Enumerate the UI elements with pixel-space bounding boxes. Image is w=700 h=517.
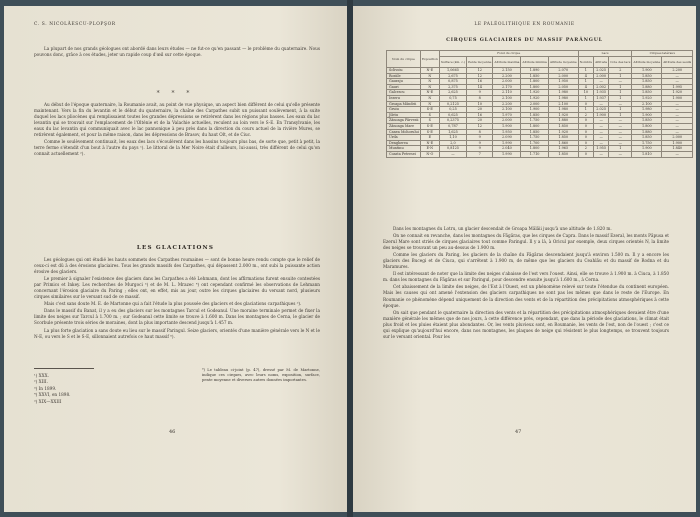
- cirque-name-cell: Sclivoiu: [387, 68, 421, 74]
- table-cell: —: [662, 123, 693, 129]
- table-cell: 1: [609, 112, 632, 118]
- table-cell: —: [609, 123, 632, 129]
- table-cell: 14: [467, 84, 493, 90]
- table-row: [387, 151, 693, 157]
- footnote-table-note: ⁶) Le tableau ci-joint (p. 47), dressé par M. de Martonne, indique ces cirques, avec leurs noms, exposition, surface, pente moyenne et diverses autres données importantes.: [202, 368, 320, 383]
- paragraph: Cet abaissement de la limite des neiges, de l'Est à l'Ouest, est un phénomène relevé sur toute l'étendue du continent européen. Mais les causes qui ont amené l'extension des glaciers carpathiques ne sont pas les mêmes que dans le reste de l'Europe. En Roumanie ce phénomène dépend uniquement de la direction des vents et de la répartition des précipitations atmosphériques à cette époque.: [383, 284, 669, 308]
- table-cell: 7: [467, 151, 493, 157]
- table-cell: 1.800: [521, 146, 548, 152]
- table-cell: 1,10: [439, 135, 466, 141]
- table-cell: 2.000: [594, 73, 609, 79]
- table-cell: 12: [467, 68, 493, 74]
- table-cell: 1.950: [548, 79, 578, 85]
- table-cell: 1.920: [662, 90, 693, 96]
- table-cell: S-E: [420, 129, 439, 135]
- table-cell: 2.000: [493, 118, 521, 124]
- table-cell: 1.810: [632, 151, 662, 157]
- table-cell: —: [594, 118, 609, 124]
- table-cell: —: [662, 129, 693, 135]
- table-cell: 1.900: [632, 146, 662, 152]
- group-header: Cirques latéraux: [632, 51, 693, 57]
- table-cell: 1.800: [521, 123, 548, 129]
- cirque-name-cell: Dengherea: [387, 140, 421, 146]
- table-cell: —: [594, 123, 609, 129]
- table-cell: 1.880: [548, 118, 578, 124]
- table-cell: 1,625: [439, 129, 466, 135]
- table-cell: 16: [467, 112, 493, 118]
- table-cell: 1.970: [493, 112, 521, 118]
- table-cell: 1.990: [493, 151, 521, 157]
- table-cell: —: [594, 151, 609, 157]
- table-cell: 1.900: [493, 123, 521, 129]
- table-cell: 2,0: [439, 140, 466, 146]
- table-cell: 2.150: [493, 68, 521, 74]
- table-cell: 2: [609, 68, 632, 74]
- table-cell: 2.100: [548, 101, 578, 107]
- table-cell: 1: [578, 79, 593, 85]
- table-cell: 2.002: [594, 84, 609, 90]
- footnote: ¹) XXX.: [34, 373, 49, 378]
- table-cell: —: [662, 73, 693, 79]
- running-head: LE PALÉOLITHIQUE EN ROUMANIE: [474, 22, 575, 27]
- section-ornament: * * *: [156, 90, 195, 97]
- footnotes-left: [34, 373, 129, 405]
- table-cell: 1.850: [632, 135, 662, 141]
- paragraph: Dans les montagnes du Lotru, un glacier descendait de Groapa Mălăii jusqu'à une altitude de 1.820 m.: [393, 226, 612, 231]
- cirque-name-cell: Gauraju: [387, 79, 421, 85]
- table-cell: 1: [609, 146, 632, 152]
- table-cell: S-E: [420, 107, 439, 113]
- column-header: Altitude des seuils: [662, 57, 693, 68]
- table-cell: 2.040: [493, 146, 521, 152]
- table-cell: 1.980: [548, 107, 578, 113]
- column-header: Nombre: [578, 57, 593, 68]
- table-cell: —: [662, 101, 693, 107]
- table-cell: 1.980: [548, 95, 578, 101]
- section-title: LES GLACIATIONS: [136, 245, 215, 251]
- table-cell: 2.100: [493, 107, 521, 113]
- table-cell: 0: [578, 123, 593, 129]
- table-cell: —: [609, 101, 632, 107]
- table-cell: N-E: [420, 140, 439, 146]
- table-cell: 1.850: [632, 73, 662, 79]
- table-cell: 12: [467, 73, 493, 79]
- table-cell: 1,0665: [439, 68, 466, 74]
- table-cell: 1.990: [493, 140, 521, 146]
- table-cell: 2.100: [493, 95, 521, 101]
- paragraph: Comme les glaciers du Paring, les glaciers de la chaîne du Făgăras descendaient jusqu'à environ 1.500 m. Il y a encore les glaciers des Bucegi et de Ciuca, qui s'arrêtent à 1.900 m, de même que les glaciers du Ceahlău et du massif de Rodna et du Maramures.: [383, 252, 669, 270]
- cirque-name-cell: Urda: [387, 135, 421, 141]
- table-cell: 0: [578, 151, 593, 157]
- table-cell: 2.200: [493, 73, 521, 79]
- table-cell: N: [420, 101, 439, 107]
- table-cell: 1.920: [632, 95, 662, 101]
- table-cell: 1.840: [662, 146, 693, 152]
- table-cell: 9: [467, 146, 493, 152]
- footnote: ⁴) XXVI, en 1898.: [34, 392, 71, 398]
- table-cell: 0,2375: [439, 118, 466, 124]
- table-cell: 16: [467, 79, 493, 85]
- table-cell: 1.950: [493, 129, 521, 135]
- cirque-name-cell: Zănoaga Pârvesii: [387, 118, 421, 124]
- table-cell: —: [609, 129, 632, 135]
- column-header: Altitude maxima: [493, 57, 521, 68]
- table-cell: 1.935: [594, 90, 609, 96]
- table-cell: 1.900: [662, 140, 693, 146]
- table-cell: 20: [467, 118, 493, 124]
- footnote: ⁵) XIX—XXIII: [34, 398, 62, 404]
- table-cell: —: [594, 140, 609, 146]
- paragraph: Mais c'est sans doute M. E. de Martonne qui a fait l'étude la plus poussée des glaciers et des glaciations carpathiques ⁵).: [44, 301, 302, 307]
- body-text-1: [34, 102, 320, 158]
- table-cell: —: [439, 151, 466, 157]
- table-cell: 2.025: [594, 68, 609, 74]
- table-cell: 0: [578, 140, 593, 146]
- table-cell: 1.920: [521, 90, 548, 96]
- table-cell: 9: [467, 135, 493, 141]
- table-cell: 4: [578, 84, 593, 90]
- table-cell: 0: [578, 135, 593, 141]
- table-cell: —: [594, 129, 609, 135]
- table-cell: 2.200: [662, 68, 693, 74]
- table-cell: 1.850: [521, 112, 548, 118]
- footnote-rule: [34, 368, 94, 369]
- table-body: [387, 68, 693, 158]
- paragraph: Les géologues qui ont étudié les hauts sommets des Carpathes roumaines — sont de bonne heure rendu compte que le relief de ceux-ci est dû à des érosions glaciaires. Tous les grands massifs des Carpathes, qui dépassent 2.000 m., ont subi la puissante action érosive des glaciers.: [34, 257, 320, 275]
- table-cell: —: [609, 79, 632, 85]
- table-cell: S: [420, 118, 439, 124]
- table-cell: 1.850: [632, 79, 662, 85]
- table-cell: 2.050: [548, 84, 578, 90]
- table-cell: 1.850: [548, 151, 578, 157]
- table-cell: 1.900: [662, 95, 693, 101]
- table-cell: E: [420, 135, 439, 141]
- paragraph: La plus forte glaciation a sans doute eu lieu sur le massif Paringul. Seize glaciers, orientés d'une manière générale vers le N et le N-E, ou vers le S et le S-E, sillonnaient autrefois ce haut massif ⁶).: [34, 327, 320, 339]
- cirque-name-cell: Zănoaga Mare: [387, 123, 421, 129]
- table-cell: 1.900: [594, 112, 609, 118]
- table-cell: 2.025: [594, 107, 609, 113]
- running-head: C. S. NICOLĂESCU-PLOPŞOR: [34, 22, 116, 27]
- table-cell: 2.070: [548, 68, 578, 74]
- table-cell: N: [420, 79, 439, 85]
- table-cell: 8: [467, 95, 493, 101]
- table-cell: 1.995: [662, 84, 693, 90]
- table-cell: 1.850: [632, 90, 662, 96]
- table-cell: —: [662, 118, 693, 124]
- table-cell: 9: [467, 90, 493, 96]
- cirque-name-cell: Galcescu: [387, 90, 421, 96]
- table-cell: E-N: [420, 146, 439, 152]
- table-cell: 2: [578, 112, 593, 118]
- cirque-name-cell: Jiletu: [387, 112, 421, 118]
- table-cell: 20: [467, 107, 493, 113]
- footnote: ²) XIII.: [34, 379, 48, 385]
- body-text: [383, 226, 669, 341]
- table-cell: 1.880: [632, 129, 662, 135]
- table-cell: N: [420, 95, 439, 101]
- table-cell: 2.000: [493, 79, 521, 85]
- table-cell: —: [662, 107, 693, 113]
- table-cell: 1.700: [521, 140, 548, 146]
- table-cell: N-E: [420, 90, 439, 96]
- cirque-name-cell: Coasta Petresei: [387, 151, 421, 157]
- table-cell: 1.920: [521, 95, 548, 101]
- table-cell: 0: [578, 118, 593, 124]
- table-cell: 2,375: [439, 84, 466, 90]
- table-cell: 2.090: [493, 135, 521, 141]
- column-header: Altitude moyenne: [632, 57, 662, 68]
- table-cell: 1.980: [632, 107, 662, 113]
- table-cell: —: [609, 151, 632, 157]
- table-cell: 1: [609, 73, 632, 79]
- left-page: [4, 6, 347, 512]
- table-cell: 1.920: [548, 112, 578, 118]
- table-cell: 0,8125: [439, 146, 466, 152]
- table-cell: 1.965: [548, 146, 578, 152]
- cirque-name-cell: Groapa Mândrii: [387, 101, 421, 107]
- table-cell: 1.900: [521, 107, 548, 113]
- table-cell: 1.900: [632, 112, 662, 118]
- table-cell: 1.937: [594, 95, 609, 101]
- group-header: Lacs: [578, 51, 632, 57]
- table-cell: 0: [578, 101, 593, 107]
- page-number: 46: [169, 429, 176, 435]
- table-cell: 1.710: [521, 151, 548, 157]
- page-number: 47: [515, 429, 522, 435]
- table-cell: N: [420, 84, 439, 90]
- table-cell: 2.170: [493, 84, 521, 90]
- column-header: Altitude moyenne: [548, 57, 578, 68]
- table-cell: —: [662, 112, 693, 118]
- table-cell: 1.955: [594, 146, 609, 152]
- table-cell: 0,25: [439, 107, 466, 113]
- table-cell: 1.850: [632, 118, 662, 124]
- table-cell: 1.750: [521, 135, 548, 141]
- table-cell: 1.880: [632, 84, 662, 90]
- table-cell: 1: [578, 68, 593, 74]
- column-header: Surface (km. c.): [439, 57, 466, 68]
- table-cell: 0: [578, 129, 593, 135]
- table-cell: 1.750: [632, 140, 662, 146]
- cirque-name-cell: Iezeru: [387, 95, 421, 101]
- table-cell: 2.000: [662, 135, 693, 141]
- table-cell: 1.900: [632, 68, 662, 74]
- table-cell: —: [609, 118, 632, 124]
- paragraph: On sait que pendant le quaternaire la direction des vents et la répartition des précipitations atmosphériques devaient être d'une manière générale les mêmes que de nos jours, à cette différence près, cependant, que dans la période des glaciations, le climat était plus froid et les pluies étaient plus abondantes. Or, les vents pluvieux sont, en Roumanie, les vents de l'est, non de l'ouest ; c'est ce qui explique qu'aujourd'hui encore, dans nos montagnes, les plaques de neige qui résistent le plus longtemps, se trouvent toujours sur le versant oriental. Pour les: [383, 309, 669, 339]
- body-text-2: [34, 257, 320, 341]
- table-cell: —: [594, 135, 609, 141]
- cirque-name-cell: Gauri: [387, 84, 421, 90]
- table-cell: 1.890: [521, 68, 548, 74]
- column-header: Nom du cirque: [387, 51, 421, 68]
- table-cell: 1.850: [521, 129, 548, 135]
- table-cell: N: [420, 73, 439, 79]
- table-cell: 0,2125: [439, 101, 466, 107]
- table-cell: 2.000: [521, 101, 548, 107]
- column-header: Pente moyenne: [467, 57, 493, 68]
- table-cell: 0,875: [439, 79, 466, 85]
- table-cell: 9: [467, 140, 493, 146]
- table-cell: 1.980: [548, 90, 578, 96]
- paragraph: La plupart de nos grands géologues ont abordé dans leurs études — ne fut-ce qu'en passant — le problème du quaternaire. Nous pouvons donc, grâce à ces études, jeter un rapide coup d'œil sur cette époque.: [34, 46, 320, 58]
- column-header: Exposition: [420, 51, 439, 68]
- cirque-name-cell: Muntinu: [387, 146, 421, 152]
- table-cell: 1: [609, 107, 632, 113]
- column-header: Altitude: [594, 57, 609, 68]
- paragraph: Comme le soulèvement continuait, les eaux des lacs s'écoulèrent dans les bassins toujours plus bas, de sorte que, petit à petit, la terre ferme s'étendit d'un bout à l'autre du pays ¹). Le littoral de la Mer Noire était d'ailleurs, lui-aussi, très différent de celui qu'on connait actuellement ²).: [34, 139, 320, 157]
- table-cell: —: [609, 135, 632, 141]
- paragraph: Le premier à signaler l'existence des glaciers dans les Carpathes a été Lehmann, dont les affirmations furent ensuite contestées par Primics et Inkey. Les recherches de Murgoci ³) et de M. L. Mrazec ⁴) ont cependant confirmé les observations de Lehmann concernant l'érosion glaciaire du Paring ; elles ont, en effet, mis au jour, outre les cirques glaciaires du versant nord, plusieurs cirques similaires sur le versant sud de ce massif.: [34, 276, 320, 300]
- column-header: Altitude minima: [521, 57, 548, 68]
- table-cell: 1.800: [521, 79, 548, 85]
- cirque-name-cell: Canea Mohorului: [387, 129, 421, 135]
- table-cell: 1.850: [521, 73, 548, 79]
- table-cell: 4: [578, 73, 593, 79]
- paragraph: Au début de l'époque quaternaire, la Roumanie avait, au point de vue physique, un aspect bien différent de celui qu'elle présente maintenant. Vers la fin du levantin et le début du quaternaire, la chaîne des Carpathes subit un puissant soulèvement, à la suite duquel les lacs pliocènes qui remplissaient toutes les grandes dépressions se retirèrent dans les régions plus basses. Les eaux du lac levantin qui se trouvait sur l'emplacement de l'Olténie et de la Valachie actuelles, reculent au loin vers le S-E. En Transylvanie, les eaux du lac levantin qui communiquait avec le lac pannonique à peu près dans la direction du cours actuel de la rivière Mures, se retirèrent également, et pour la même raison, dans les dépressions de Brasov, du haut Olt, et de Ciuc.: [34, 102, 320, 138]
- table-cell: 1: [578, 95, 593, 101]
- paragraph: Il est intéressant de noter que la limite des neiges s'abaisse de l'est vers l'ouest. Ainsi, elle se trouve à 1.900 m. à Ciuca, à 1.850 m. dans les montagnes du Făgăras et sur Paringul, pour descendre ensuite jusqu'à 1.600 m., à Cerna.: [383, 271, 669, 283]
- column-header: Cote des lacs: [609, 57, 632, 68]
- table-cell: 0,75: [439, 95, 466, 101]
- table-cell: 1.850: [548, 135, 578, 141]
- table-cell: —: [594, 79, 609, 85]
- table-cell: 2: [578, 146, 593, 152]
- table-cell: N-O: [420, 151, 439, 157]
- table-cell: 1.750: [521, 118, 548, 124]
- table-cell: 1: [609, 95, 632, 101]
- table-cell: 2.110: [493, 90, 521, 96]
- table-cell: 1.800: [632, 123, 662, 129]
- footnote: ³) In 1899.: [34, 385, 57, 391]
- table-cell: 2.000: [548, 73, 578, 79]
- table-cell: 8: [467, 129, 493, 135]
- table-cell: 2.200: [493, 101, 521, 107]
- table-cell: 2,625: [439, 90, 466, 96]
- table-cell: 1: [609, 90, 632, 96]
- right-page: [353, 6, 696, 512]
- table-cell: 12: [467, 123, 493, 129]
- table-cell: 0,787: [439, 123, 466, 129]
- table-cell: —: [662, 79, 693, 85]
- cirques-table: [386, 50, 693, 158]
- paragraph: On ne connait en revanche, dans les montagnes du Făgăras, que les cirques de Capra. Dans le massif Ezeral, les monts Păpusa et Ezerul Mare sont striés de cirques glaciaires tout comme Paringul. Il y a là, à Oricul par exemple, deux cirques orientés N, la limite des neiges se trouvant un peu au-dessus de 1.900 m.: [383, 233, 669, 251]
- table-cell: 10: [467, 101, 493, 107]
- table-cell: 1: [578, 107, 593, 113]
- table-cell: S-E: [420, 123, 439, 129]
- table-cell: 1.860: [548, 140, 578, 146]
- cirque-name-cell: Gruiu: [387, 107, 421, 113]
- table-cell: 1.920: [548, 129, 578, 135]
- table-cell: N-E: [420, 68, 439, 74]
- paragraph: Dans le massif du Banat, il y a eu des glaciers sur les montagnes Tarcul et Godeanul. Une moraine terminale permet de fixer la limite des neiges sur Tarcul à 1.700 m. ; sur Godeanul cette limite se trouve à 1.600 m. Dans les montagnes de Cerna, le glacier de Scorbule présente trois séries de moraines, dont la plus importante descend jusqu'à 1.457 m.: [34, 308, 320, 326]
- table-cell: —: [662, 151, 693, 157]
- table-cell: 1: [609, 84, 632, 90]
- table-cell: 0,625: [439, 112, 466, 118]
- cirque-name-cell: Rosiile: [387, 73, 421, 79]
- table-cell: 2,675: [439, 73, 466, 79]
- table-title: CIRQUES GLACIAIRES DU MASSIF PARÂNGUL: [446, 37, 603, 43]
- table-cell: 10: [578, 90, 593, 96]
- table-cell: 2.100: [632, 101, 662, 107]
- group-header: Fond du cirque: [439, 51, 578, 57]
- intro-paragraph: [34, 46, 320, 59]
- table-cell: S: [420, 112, 439, 118]
- table-cell: 1.850: [548, 123, 578, 129]
- table-cell: —: [594, 101, 609, 107]
- table-cell: 1.800: [521, 84, 548, 90]
- table-cell: —: [609, 140, 632, 146]
